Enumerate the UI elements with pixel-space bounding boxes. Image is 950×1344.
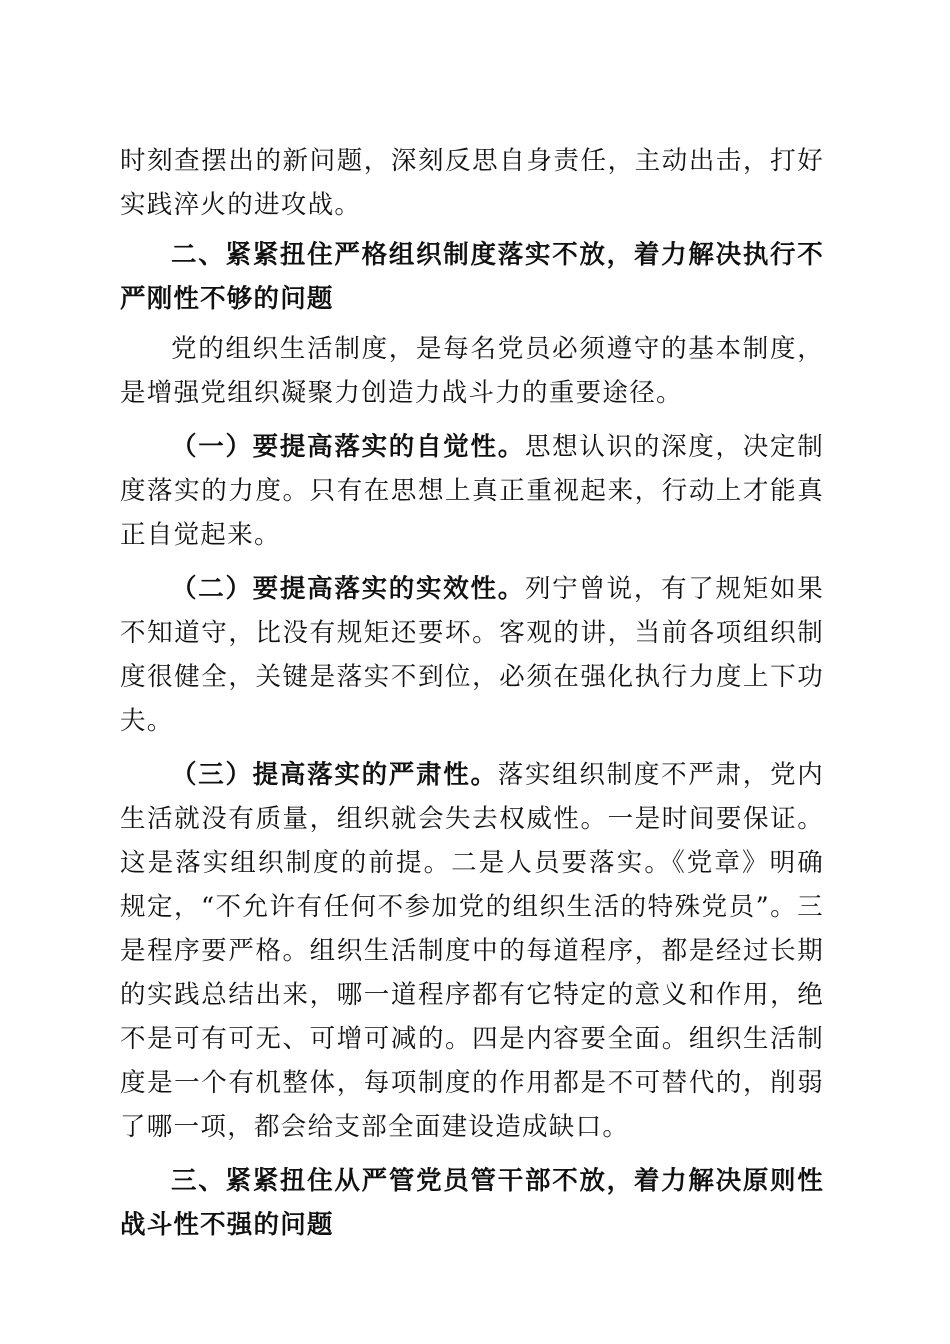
sub-point-3 (120, 753, 824, 1149)
sub-point-2-text: 列宁曾说，有了规矩如果不知道守，比没有规矩还要坏。客观的讲，当前各项组织制度很健全，关键是落实不到位，必须在强化执行力度上下功夫。 (120, 574, 824, 736)
sub-point-1-text: 思想认识的深度，决定制度落实的力度。只有在思想上真正重视起来，行动上才能真正自觉起来。 (120, 432, 824, 550)
sub-point-3-lead: （三）提高落实的严肃性。 (171, 760, 498, 790)
document-page (120, 139, 824, 1247)
body-paragraph: 党的组织生活制度，是每名党员必须遵守的基本制度，是增强党组织凝聚力创造力战斗力的重要途径。 (120, 334, 824, 408)
section-heading-2: 二、紧紧扭住严格组织制度落实不放，着力解决执行不严刚性不够的问题 (120, 240, 824, 314)
continuation-paragraph: 时刻查摆出的新问题，深刻反思自身责任，主动出击，打好实践淬火的进攻战。 (120, 146, 824, 220)
sub-point-2-lead: （二）要提高落实的实效性。 (171, 574, 525, 604)
sub-point-3-text: 落实组织制度不严肃，党内生活就没有质量，组织就会失去权威性。一是时间要保证。这是落实组织制度的前提。二是人员要落实。《党章》明确规定，“不允许有任何不参加党的组织生活的特殊党员”。三是程序要严格。组织生活制度中的每道程序，都是经过长期的实践总结出来，哪一道程序都有它特定的意义和作用，绝不是可有可无、可增可减的。四是内容要全面。组织生活制度是一个有机整体，每项制度的作用都是不可替代的，削弱了哪一项，都会给支部全面建设造成缺口。 (120, 760, 824, 1142)
section-heading-3: 三、紧紧扭住从严管党员管干部不放，着力解决原则性战斗性不强的问题 (120, 1166, 824, 1240)
sub-point-2 (120, 567, 824, 743)
sub-point-1 (120, 425, 824, 557)
sub-point-1-lead: （一）要提高落实的自觉性。 (171, 432, 525, 462)
